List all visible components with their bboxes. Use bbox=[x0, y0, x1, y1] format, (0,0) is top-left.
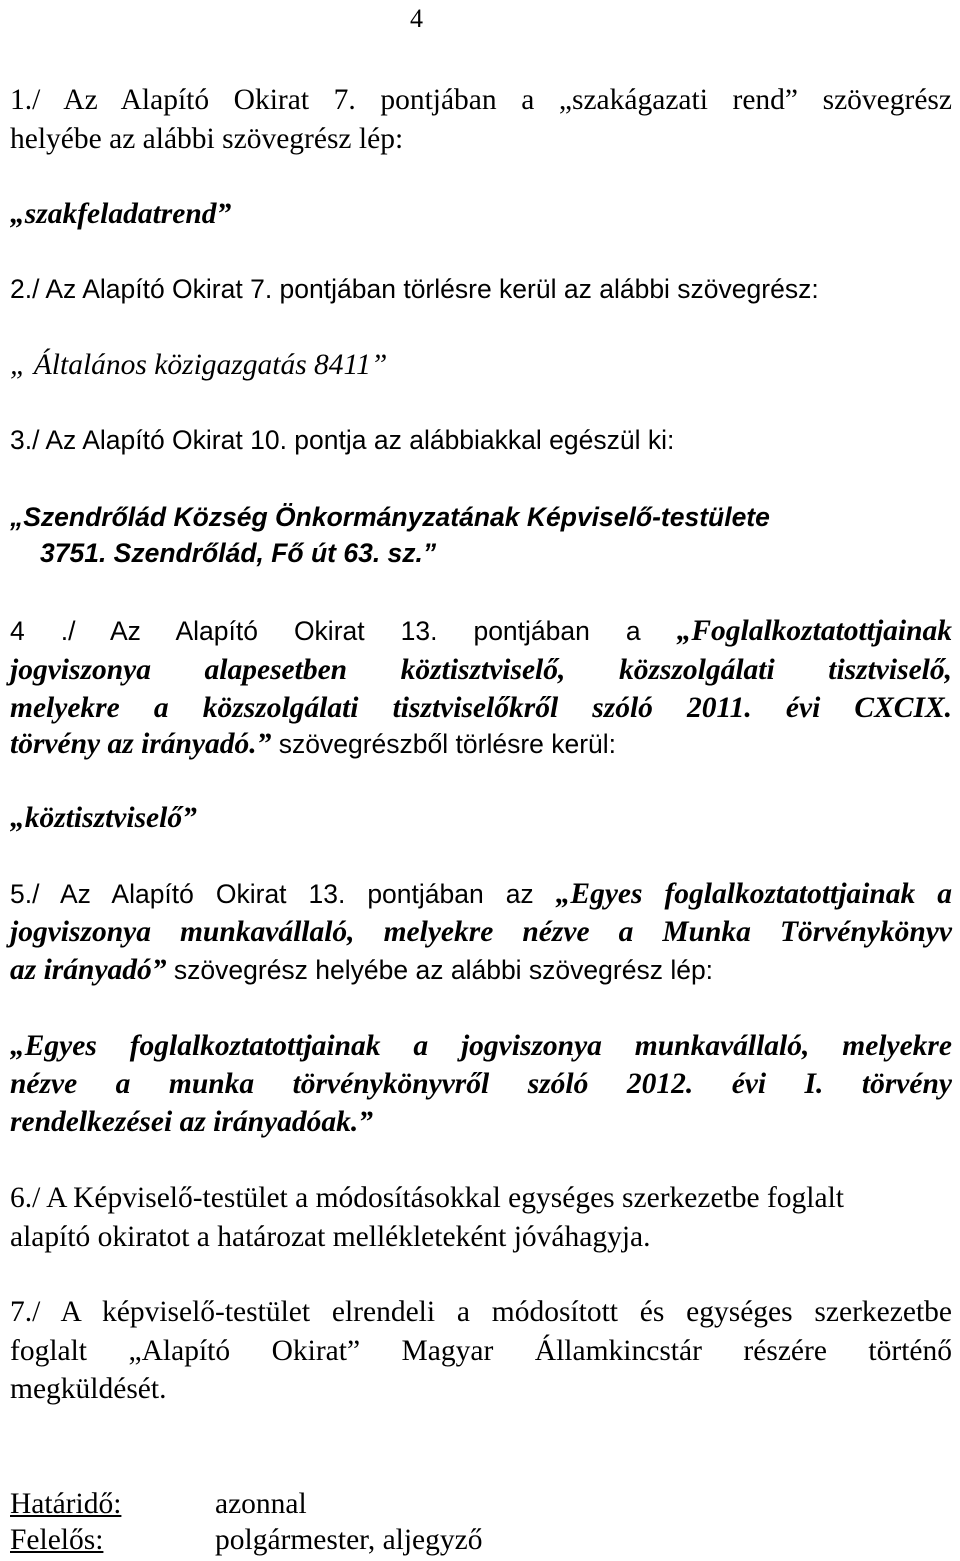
section-5-quote-2: nézve a munka törvénykönyvről szóló 2012. évi I. törvény bbox=[10, 1068, 952, 1100]
section-5-quote-1: „Egyes foglalkoztatottjainak a jogviszonya munkavállaló, melyekre bbox=[10, 1030, 952, 1062]
responsible-label: Felelős: bbox=[10, 1524, 104, 1556]
section-2-line-1: 2./ Az Alapító Okirat 7. pontjában törlésre kerül az alábbi szövegrész: bbox=[10, 274, 819, 304]
section-4-line-4-bold: törvény az irányadó.” bbox=[10, 728, 272, 760]
section-4-line-4 bbox=[10, 730, 952, 760]
section-1-line-1: 1./ Az Alapító Okirat 7. pontjában a „szakágazati rend” szövegrész bbox=[10, 84, 952, 116]
section-4-line-1 bbox=[10, 617, 952, 647]
section-5-line-3 bbox=[10, 956, 952, 986]
section-3-line-1: 3./ Az Alapító Okirat 10. pontja az alábbiakkal egészül ki: bbox=[10, 425, 675, 455]
section-5-line-3-plain: szövegrész helyébe az alábbi szövegrész lép: bbox=[166, 955, 714, 985]
section-1-quote: „szakfeladatrend” bbox=[10, 198, 232, 230]
section-2-quote: „ Általános közigazgatás 8411” bbox=[10, 349, 388, 381]
section-5-line-1-plain: 5./ Az Alapító Okirat 13. pontjában az bbox=[10, 879, 556, 909]
section-5-line-1 bbox=[10, 880, 952, 910]
section-5-line-3-bold: az irányadó” bbox=[10, 954, 167, 986]
deadline-value: azonnal bbox=[215, 1488, 307, 1520]
section-6-line-2: alapító okiratot a határozat mellékleteként jóváhagyja. bbox=[10, 1221, 651, 1253]
section-4-line-2: jogviszonya alapesetben köztisztviselő, közszolgálati tisztviselő, bbox=[10, 654, 952, 686]
section-4-line-4-plain: szövegrészből törlésre kerül: bbox=[271, 729, 617, 759]
section-3-quote-2: 3751. Szendrőlád, Fő út 63. sz.” bbox=[40, 538, 437, 568]
section-7-line-1: 7./ A képviselő-testület elrendeli a módosított és egységes szerkezetbe bbox=[10, 1296, 952, 1328]
section-5-line-1-bold: „Egyes foglalkoztatottjainak a bbox=[555, 878, 952, 910]
deadline-label: Határidő: bbox=[10, 1488, 122, 1520]
section-4-line-1-bold: „Foglalkoztatottjainak bbox=[676, 615, 952, 647]
section-4-line-1-plain: 4 ./ Az Alapító Okirat 13. pontjában a bbox=[10, 616, 677, 646]
section-5-line-2: jogviszonya munkavállaló, melyekre nézve a Munka Törvénykönyv bbox=[10, 916, 952, 948]
section-7-line-2: foglalt „Alapító Okirat” Magyar Államkincstár részére történő bbox=[10, 1335, 952, 1367]
page-number: 4 bbox=[410, 4, 423, 33]
section-5-quote-3: rendelkezései az irányadóak.” bbox=[10, 1106, 373, 1138]
section-1-line-2: helyébe az alábbi szövegrész lép: bbox=[10, 123, 404, 155]
section-4-quote: „köztisztviselő” bbox=[10, 802, 197, 834]
responsible-value: polgármester, aljegyző bbox=[215, 1524, 483, 1556]
section-4-line-3: melyekre a közszolgálati tisztviselőkről szóló 2011. évi CXCIX. bbox=[10, 692, 952, 724]
section-7-line-3: megküldését. bbox=[10, 1373, 167, 1405]
section-3-quote-1: „Szendrőlád Község Önkormányzatának Képviselő-testülete bbox=[10, 502, 770, 532]
section-6-line-1: 6./ A Képviselő-testület a módosításokkal egységes szerkezetbe foglalt bbox=[10, 1182, 844, 1214]
